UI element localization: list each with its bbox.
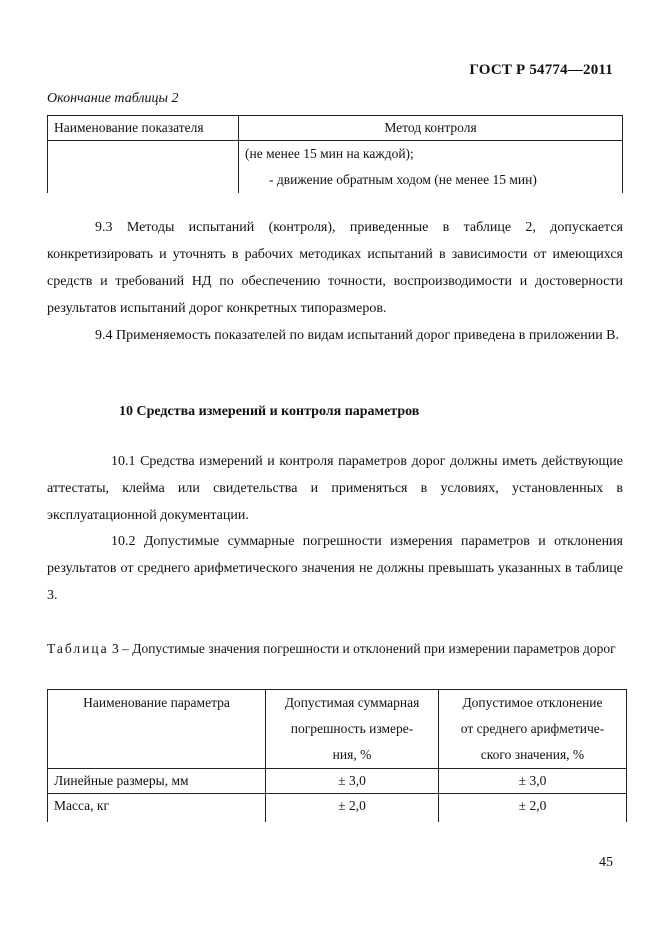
paragraph-10-1: 10.1 Средства измерений и контроля параметров дорог должны иметь действующие аттестаты, клейма или свидетельства и применяться в условиях, установленных в эксплуатационной документации.: [47, 454, 623, 523]
param-name: Линейные размеры, мм: [48, 769, 266, 794]
method-line-1: (не менее 15 мин на каждой);: [245, 146, 414, 161]
table2-cell-indicator: [48, 141, 239, 194]
table-header-row: [48, 116, 623, 141]
paragraph-9-3: 9.3 Методы испытаний (контроля), приведенные в таблице 2, допускается конкретизировать и уточнять в рабочих методиках испытаний в зависимости от имеющихся средств и требований НД по обеспечению точности, воспроизводимости и достоверности результатов испытаний дорог конкретных типоразмеров.: [47, 220, 623, 316]
paragraph-10-2: 10.2 Допустимые суммарные погрешности измерения параметров и отклонения результатов от среднего арифметического значения не должны превышать указанных в таблице 3.: [47, 534, 623, 603]
table2-continuation: [47, 115, 623, 193]
method-line-2: - движение обратным ходом (не менее 15 мин): [269, 172, 537, 187]
page-number: 45: [599, 855, 613, 870]
table3-caption: [47, 637, 621, 660]
table3-caption-label: Таблица: [47, 641, 109, 656]
header-line: Допустимая суммарная: [284, 695, 420, 710]
table3: [47, 689, 627, 822]
table3-header-error: [266, 690, 439, 769]
document-code: ГОСТ Р 54774—2011: [469, 62, 613, 78]
section-title: 10 Средства измерений и контроля параметров: [119, 404, 420, 419]
table3-header-deviation: [439, 690, 627, 769]
table-row: [48, 769, 627, 794]
table-row: [48, 794, 627, 823]
table2-cell-method: [239, 141, 623, 194]
param-deviation: ± 3,0: [439, 769, 627, 794]
param-error: ± 3,0: [266, 769, 439, 794]
table3-caption-text: 3 – Допустимые значения погрешности и отклонений при измерении параметров дорог: [108, 641, 616, 656]
paragraph-9-4: 9.4 Применяемость показателей по видам испытаний дорог приведена в приложении В.: [95, 328, 620, 343]
param-error: ± 2,0: [266, 794, 439, 823]
param-deviation: ± 2,0: [439, 794, 627, 823]
table2-header-method: Метод контроля: [239, 116, 623, 141]
param-name: Масса, кг: [48, 794, 266, 823]
table-header-row: [48, 690, 627, 769]
table2-continuation-caption: Окончание таблицы 2: [47, 91, 179, 106]
header-line: Допустимое отклонение: [462, 695, 603, 710]
header-line: погрешность измере-: [290, 721, 414, 736]
header-line: от среднего арифметиче-: [460, 721, 605, 736]
table2-header-indicator: Наименование показателя: [48, 116, 239, 141]
header-line: ского значения, %: [480, 747, 585, 762]
table3-header-parameter: Наименование параметра: [48, 690, 266, 769]
table-row: [48, 141, 623, 194]
header-line: ния, %: [332, 747, 372, 762]
